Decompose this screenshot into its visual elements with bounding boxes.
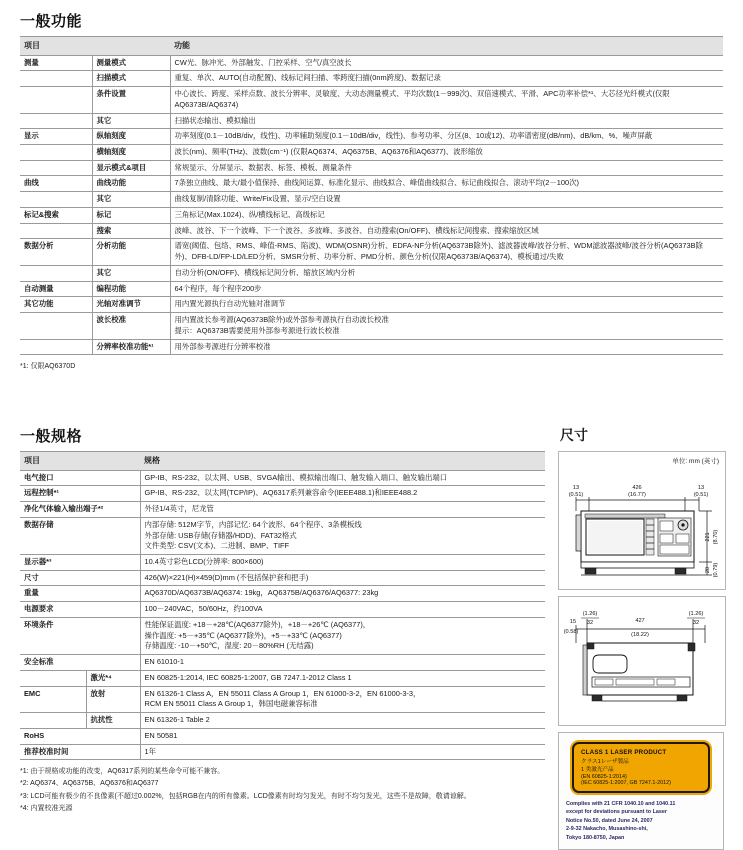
row-category: 曲线 [20, 176, 92, 192]
row-value: CW光、脉冲光、外部触发、门控采样、空气/真空波长 [170, 55, 723, 71]
general-section-title: 一般规格 [20, 428, 83, 445]
row-category: 安全标准 [20, 655, 140, 671]
row-value: EN 61326-1 Table 2 [140, 713, 545, 729]
row-value: 性能保证温度: +18－+28℃(AQ6377除外)，+18－+26℃ (AQ6377)， 操作温度: +5－+35℃ (AQ6377除外)，+5－+33℃ (AQ6377) 存储温度: -10－+50℃，湿度: 20－80%RH (无结露) [140, 617, 545, 654]
row-category: 电气接口 [20, 470, 140, 486]
row-value: EN 50581 [140, 728, 545, 744]
dimensions-unit-note: 单位: mm (英寸) [672, 458, 719, 465]
table-row [20, 713, 545, 729]
side-tab2-in: (1.26) [688, 611, 704, 617]
row-subcategory: 编程功能 [92, 281, 170, 297]
side-tab1-mm: 32 [586, 620, 594, 626]
row-value: AQ6370D/AQ6373B/AQ6374: 19kg，AQ6375B/AQ6376/AQ6377: 23kg [140, 586, 545, 602]
general-header-item: 项目 [20, 452, 140, 471]
functions-table-body [20, 55, 723, 355]
row-category: 其它功能 [20, 297, 92, 313]
row-subcategory: 其它 [92, 192, 170, 208]
row-value: 100－240VAC，50/60Hz，约100VA [140, 602, 545, 618]
row-category: 电源要求 [20, 602, 140, 618]
table-row [20, 207, 723, 223]
row-category: RoHS [20, 728, 140, 744]
row-value: 64个程序，每个程序200步 [170, 281, 723, 297]
functions-table-header-row [20, 37, 723, 56]
row-value: 三角标记(Max.1024)、纵/横线标记、高级标记 [170, 207, 723, 223]
functions-section [20, 10, 723, 373]
row-category: 标记&搜索 [20, 207, 92, 223]
row-value: 7条独立曲线、最大/最小值保持、曲线间运算、标准化显示、曲线拟合、峰值曲线拟合、标记曲线拟合、滚动平均(2－100次) [170, 176, 723, 192]
row-category: 显示器*³ [20, 555, 140, 571]
table-row [20, 555, 545, 571]
compliance-line: Notice No.50, dated June 24, 2007 [566, 817, 653, 824]
table-row [20, 686, 545, 712]
table-row [20, 87, 723, 113]
footnote: *4: 内置校准光源 [20, 804, 73, 812]
row-value: 10.4英寸彩色LCD(分辨率: 800×600) [140, 555, 545, 571]
row-category [20, 670, 86, 686]
side-view-svg [559, 597, 725, 725]
row-subcategory: 搜索 [92, 223, 170, 239]
row-category [20, 71, 92, 87]
table-row [20, 113, 723, 129]
row-value: 426(W)×221(H)×459(D)mm (不包括保护套和把手) [140, 570, 545, 586]
table-row [20, 160, 723, 176]
row-value: GP-IB、RS-232、以太网、USB、SVGA输出、模拟输出端口、触发输入端口、触发输出端口 [140, 470, 545, 486]
front-height-mm: 221 [705, 532, 711, 542]
side-left-mm: 15 [569, 619, 577, 625]
side-depth-mm: 427 [635, 618, 645, 624]
row-value: 1年 [140, 744, 545, 760]
row-category [20, 313, 92, 339]
row-subcategory: 横轴刻度 [92, 145, 170, 161]
front-view-panel [558, 451, 726, 590]
front-height-in: (8.70) [713, 529, 719, 545]
row-category: 数据存储 [20, 517, 140, 554]
row-value: 波峰、波谷、下一个波峰、下一个波谷、多波峰、多波谷、自动搜索(On/OFF)、横线标记间搜索、搜索缩放区域 [170, 223, 723, 239]
row-subcategory: 分辨率校准功能*¹ [92, 339, 170, 355]
row-category [20, 223, 92, 239]
footnote: *1: 仅限AQ6370D [20, 363, 76, 371]
table-row [20, 223, 723, 239]
row-category: 净化气体输入输出端子*² [20, 502, 140, 518]
functions-table [20, 36, 723, 355]
general-header-spec: 规格 [140, 452, 545, 471]
row-value: EN 61010-1 [140, 655, 545, 671]
row-subcategory: 分析功能 [92, 239, 170, 265]
row-value: 谱宽(阈值、包络、RMS、峰值-RMS、陷波)、WDM(OSNR)分析、EDFA-NF分析(AQ6373B除外)、滤波器波峰/波谷分析、WDM滤波器波峰/波谷分析(AQ6373B除外)、DFB-LD/FP-LD/LED分析、SMSR分析、功率分析、PMD分析、颜色分析(仅限AQ6373B/AQ6374)、模板通过/失败 [170, 239, 723, 265]
front-left-mm: 13 [572, 485, 580, 491]
row-value: GP-IB、RS-232、以太网(TCP/IP)、AQ6317系列兼容命令(IEEE488.1)和IEEE488.2 [140, 486, 545, 502]
class1-laser-label [572, 742, 710, 793]
row-subcategory: 纵轴刻度 [92, 129, 170, 145]
front-left-in: (0.51) [568, 492, 584, 498]
row-value: 外径1/4英寸，尼龙管 [140, 502, 545, 518]
general-spec-table [20, 451, 545, 760]
laser-label-panel [558, 732, 724, 850]
row-value: 重复、单次、AUTO(自动配置)、线标记间扫描、零跨度扫描(0nm跨度)、数据记录 [170, 71, 723, 87]
row-category [20, 339, 92, 355]
compliance-line: Tokyo 180-8750, Japan [566, 834, 625, 841]
laser-label-line1: CLASS 1 LASER PRODUCT [581, 749, 667, 756]
row-subcategory: 曲线功能 [92, 176, 170, 192]
row-value: 功率刻度(0.1－10dB/div，线性)、功率辅助刻度(0.1－10dB/div，线性)、参考功率、分区(8、10或12)、功率谱密度(dB/nm)、dB/km、%、噪声屏蔽 [170, 129, 723, 145]
row-category [20, 145, 92, 161]
front-view-drawing [559, 467, 725, 589]
row-subcategory: 放射 [86, 686, 140, 712]
table-row [20, 502, 545, 518]
row-value: 用内置光源执行自动光轴对准调节 [170, 297, 723, 313]
table-row [20, 570, 545, 586]
row-category: EMC [20, 686, 86, 712]
laser-label-line3: 1 类激光产品 [581, 767, 614, 773]
row-category: 环境条件 [20, 617, 140, 654]
front-view-svg [559, 467, 725, 589]
row-subcategory: 波长校准 [92, 313, 170, 339]
row-category [20, 160, 92, 176]
side-left-in: (0.58) [563, 629, 579, 635]
side-view-drawing [559, 597, 725, 725]
row-category: 尺寸 [20, 570, 140, 586]
functions-footnotes [20, 361, 723, 372]
row-value: 用内置波长参考源(AQ6373B除外)或外部参考源执行自动波长校准 提示：AQ6373B需要使用外部参考源进行波长校准 [170, 313, 723, 339]
row-value: EN 60825-1:2014, IEC 60825-1:2007, GB 7247.1-2012 Class 1 [140, 670, 545, 686]
footnote: *2: AQ6374、AQ6375B、AQ6376和AQ6377 [20, 780, 159, 788]
table-row [20, 55, 723, 71]
front-width-in: (16.77) [628, 492, 646, 498]
row-subcategory: 其它 [92, 113, 170, 129]
row-category: 推荐校准时间 [20, 744, 140, 760]
compliance-line: Complies with 21 CFR 1040.10 and 1040.11 [566, 801, 676, 807]
table-row [20, 470, 545, 486]
row-subcategory: 其它 [92, 265, 170, 281]
side-view-panel [558, 596, 726, 726]
row-subcategory: 抗扰性 [86, 713, 140, 729]
compliance-line: except for deviations pursuant to Laser [566, 809, 667, 816]
general-spec-section [20, 425, 545, 815]
side-depth-in: (18.22) [631, 632, 649, 638]
table-row [20, 517, 545, 554]
row-category [20, 87, 92, 113]
row-category: 重量 [20, 586, 140, 602]
row-value: EN 61326-1 Class A，EN 55011 Class A Group 1，EN 61000-3-2，EN 61000-3-3， RCM EN 55011 Class A Group 1，韩国电磁兼容标准 [140, 686, 545, 712]
row-value: 波长(nm)、频率(THz)、波数(cm⁻¹) (仅限AQ6374、AQ6375B、AQ6376和AQ6377)、波形缩放 [170, 145, 723, 161]
table-row [20, 265, 723, 281]
functions-header-function: 功能 [170, 37, 723, 56]
table-row [20, 670, 545, 686]
row-subcategory: 光轴对准调节 [92, 297, 170, 313]
functions-section-title: 一般功能 [20, 13, 83, 30]
table-row [20, 145, 723, 161]
side-tab1-in: (1.26) [582, 611, 598, 617]
row-value: 曲线复制/清除功能、Write/Fix设置、显示/空白设置 [170, 192, 723, 208]
general-footnotes [20, 766, 545, 814]
table-row [20, 655, 545, 671]
table-row [20, 617, 545, 654]
footnote: *3: LCD可能有极少的不良像素(不超过0.002%，包括RGB在内的所有像素。LCD像素有时均匀发光，有时不均匀发光，这些不是故障，敬请谅解。 [20, 792, 471, 800]
dimensions-section [558, 425, 726, 850]
front-foot-mm: 20 [705, 566, 711, 574]
row-subcategory: 测量模式 [92, 55, 170, 71]
row-category: 自动测量 [20, 281, 92, 297]
table-row [20, 71, 723, 87]
footnote: *1: 由于规格或功能的改变，AQ6317系列的某些命令可能不兼容。 [20, 768, 225, 776]
front-right-mm: 13 [697, 485, 705, 491]
functions-header-item: 项目 [20, 37, 170, 56]
general-table-body [20, 470, 545, 760]
row-value: 常规显示、分屏显示、数据表、标签、模板、测量条件 [170, 160, 723, 176]
laser-label-line5: (IEC 60825-1:2007, GB 7247.1-2012) [581, 780, 671, 786]
row-category [20, 113, 92, 129]
table-row [20, 313, 723, 339]
side-tab2-mm: 32 [692, 620, 700, 626]
table-row [20, 281, 723, 297]
table-row [20, 192, 723, 208]
row-category: 数据分析 [20, 239, 92, 265]
row-category [20, 713, 86, 729]
row-value: 中心波长、跨度、采样点数、波长分辨率、灵敏度、大动态测量模式、平均次数(1－999次)、双倍速模式、平滑、APC功率补偿*¹、大芯径光纤模式(仅限AQ6373B/AQ6374) [170, 87, 723, 113]
row-category: 显示 [20, 129, 92, 145]
row-subcategory: 扫描模式 [92, 71, 170, 87]
laser-label-line2: クラス1レーザ製品 [581, 759, 629, 765]
table-row [20, 129, 723, 145]
front-width-mm: 426 [632, 485, 642, 491]
dimensions-section-title: 尺寸 [560, 427, 588, 443]
table-row [20, 297, 723, 313]
row-category: 远程控制*¹ [20, 486, 140, 502]
row-subcategory: 标记 [92, 207, 170, 223]
row-subcategory: 显示模式&项目 [92, 160, 170, 176]
table-row [20, 239, 723, 265]
table-row [20, 602, 545, 618]
table-row [20, 728, 545, 744]
row-value: 内部存储: 512M字节，内部记忆: 64个波形、64个程序、3条模板线 外部存储: USB存储(存储器/HDD)、FAT32格式 文件类型: CSV(文本)、二进制、BMP、TIFF [140, 517, 545, 554]
table-row [20, 744, 545, 760]
table-row [20, 339, 723, 355]
table-row [20, 176, 723, 192]
row-value: 扫描状态输出、模拟输出 [170, 113, 723, 129]
row-subcategory: 激光*⁴ [86, 670, 140, 686]
row-category [20, 265, 92, 281]
table-row [20, 586, 545, 602]
row-category: 测量 [20, 55, 92, 71]
general-table-header-row [20, 452, 545, 471]
row-value: 用外部参考源进行分辨率校准 [170, 339, 723, 355]
front-foot-in: (0.79) [713, 562, 719, 578]
laser-label-line4: (EN 60825-1:2014) [581, 774, 627, 780]
compliance-line: 2-9-32 Nakacho, Musashino-shi, [566, 826, 648, 833]
row-subcategory: 条件设置 [92, 87, 170, 113]
table-row [20, 486, 545, 502]
row-category [20, 192, 92, 208]
laser-compliance-text [566, 800, 716, 842]
row-value: 自动分析(ON/OFF)、横线标记间分析、缩放区域内分析 [170, 265, 723, 281]
front-right-in: (0.51) [693, 492, 709, 498]
